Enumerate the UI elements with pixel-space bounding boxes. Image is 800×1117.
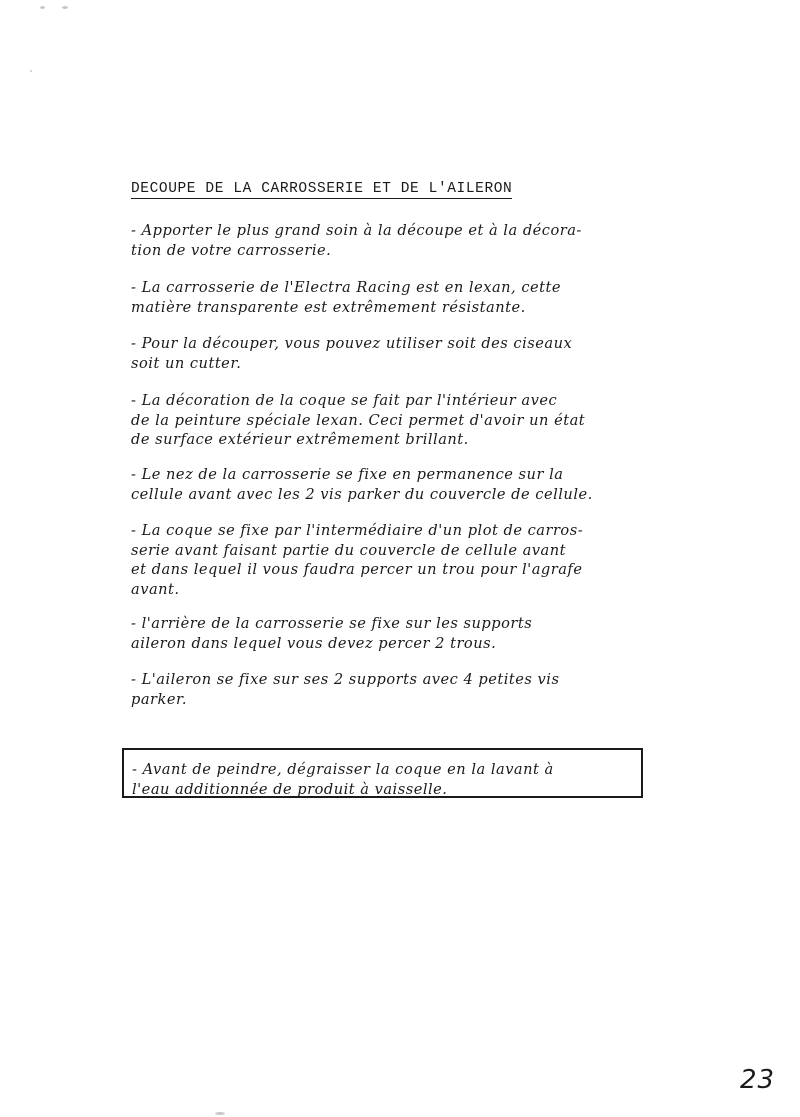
paragraph-aileron [131, 670, 691, 709]
text-line: parker. [131, 690, 188, 708]
text-line: de la peinture spéciale lexan. Ceci permet d'avoir un état [131, 411, 586, 429]
text-line: matière transparente est extrêmement résistante. [131, 298, 526, 316]
text-line: serie avant faisant partie du couvercle de cellule avant [131, 541, 567, 559]
text-line: - Avant de peindre, dégraisser la coque en la lavant à [132, 761, 554, 778]
scan-speck [40, 6, 45, 9]
page-number: 23 [740, 1065, 776, 1095]
text-line: - Le nez de la carrosserie se fixe en permanence sur la [131, 466, 564, 483]
note-box [122, 748, 643, 798]
text-line: avant. [131, 580, 180, 598]
text-line: - La décoration de la coque se fait par l'intérieur avec [131, 392, 558, 409]
text-line: - l'arrière de la carrosserie se fixe sur les supports [131, 615, 533, 632]
text-line: soit un cutter. [131, 354, 242, 372]
paragraph-nez [131, 465, 691, 504]
note-paragraph [132, 760, 637, 799]
paragraph-outils [131, 334, 691, 373]
text-line: - Pour la découper, vous pouvez utiliser soit des ciseaux [131, 335, 573, 352]
section-title: DECOUPE DE LA CARROSSERIE ET DE L'AILERON [131, 181, 513, 197]
text-line: - La coque se fixe par l'intermédiaire d'un plot de carros- [131, 522, 584, 539]
scan-speck [215, 1112, 225, 1115]
scan-speck [30, 70, 32, 72]
paragraph-decoration [131, 391, 691, 450]
paragraph-coque [131, 521, 691, 599]
text-line: - La carrosserie de l'Electra Racing est en lexan, cette [131, 279, 561, 296]
text-line: cellule avant avec les 2 vis parker du couvercle de cellule. [131, 485, 593, 503]
paragraph-arriere [131, 614, 691, 653]
text-line: - L'aileron se fixe sur ses 2 supports avec 4 petites vis [131, 671, 560, 688]
scan-speck [62, 6, 68, 9]
text-line: et dans lequel il vous faudra percer un trou pour l'agrafe [131, 561, 583, 578]
paragraph-lexan [131, 278, 691, 317]
text-line: - Apporter le plus grand soin à la découpe et à la décora- [131, 222, 582, 239]
text-line: l'eau additionnée de produit à vaisselle. [132, 780, 448, 798]
text-line: aileron dans lequel vous devez percer 2 trous. [131, 634, 497, 652]
paragraph-decoupe [131, 221, 691, 260]
text-line: de surface extérieur extrêmement brillant. [131, 431, 469, 448]
text-line: tion de votre carrosserie. [131, 241, 332, 259]
